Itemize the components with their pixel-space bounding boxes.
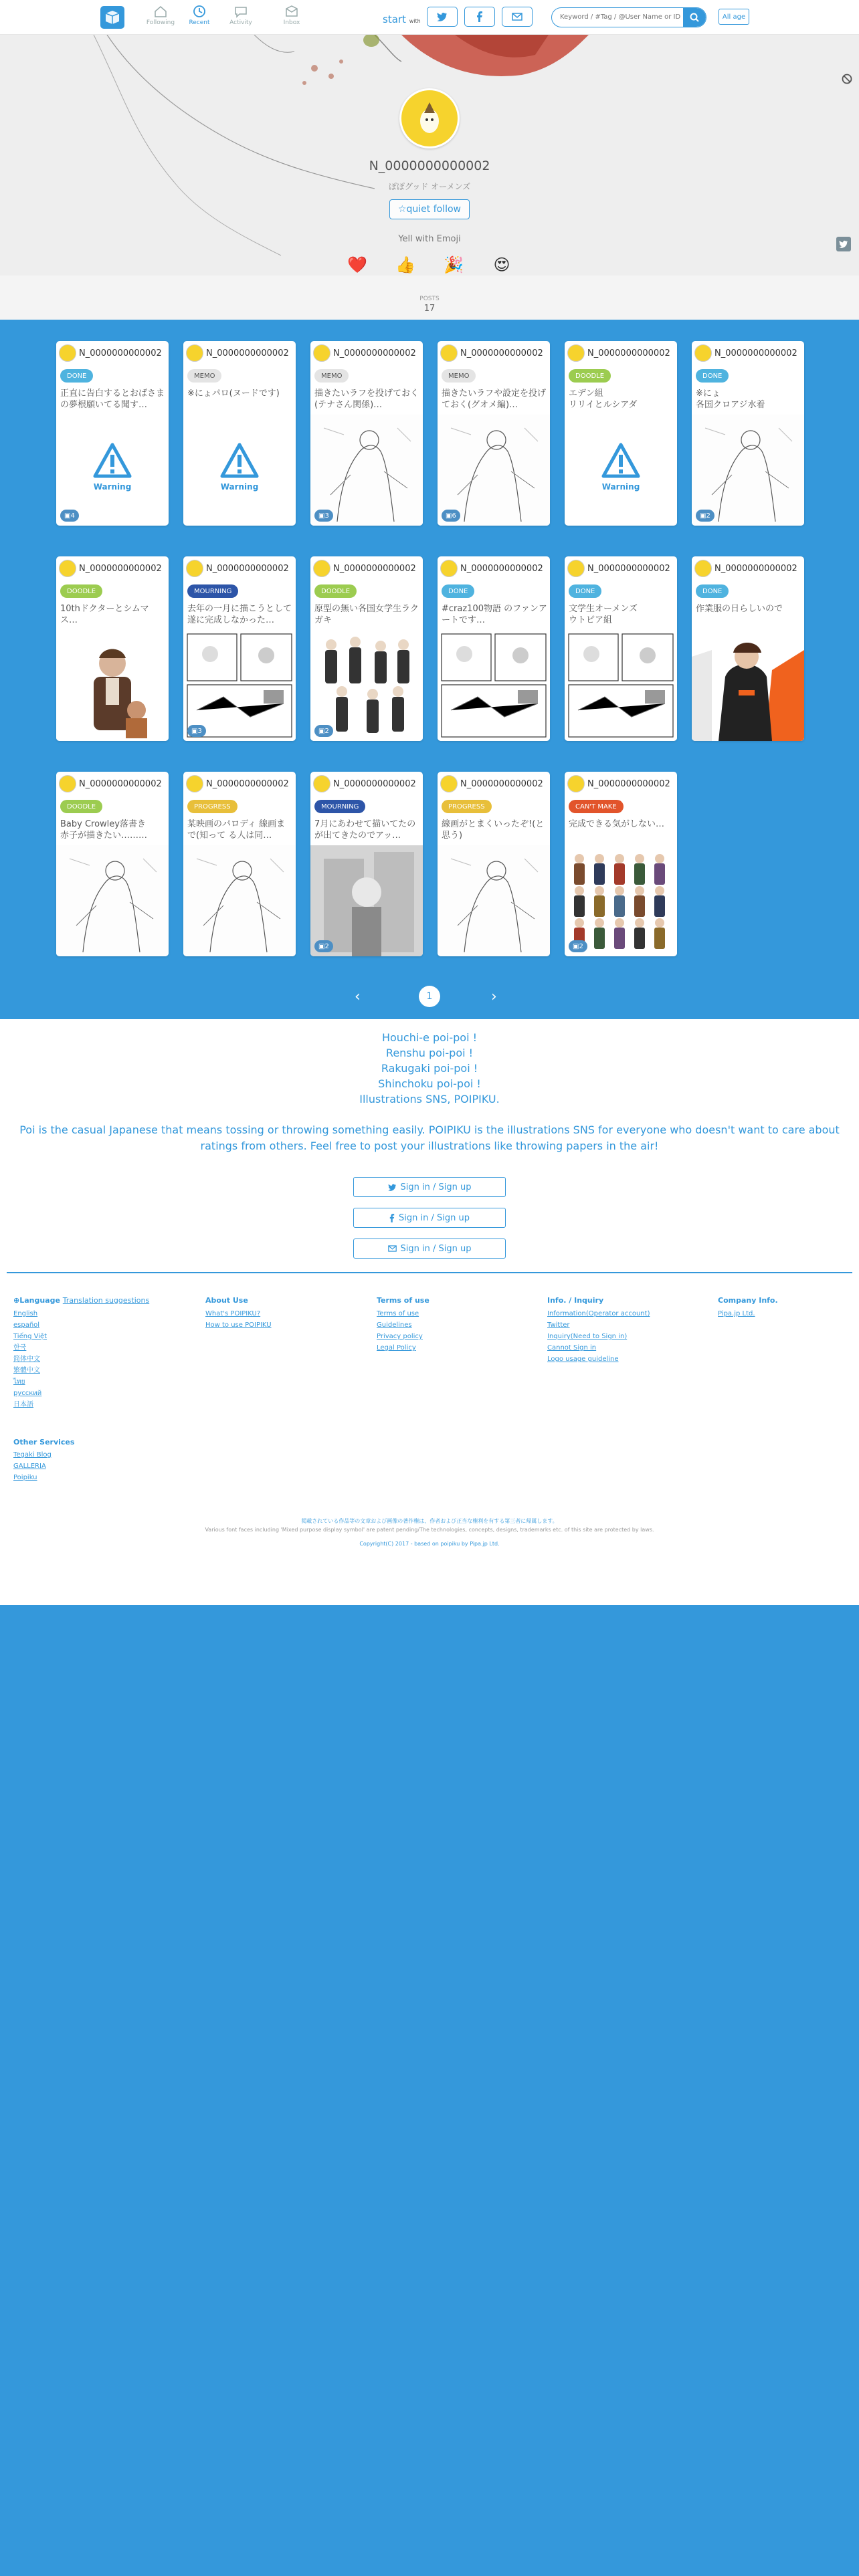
footer-divider <box>7 1272 852 1273</box>
email-signin-button[interactable] <box>502 7 533 27</box>
card-description: 正直に告白するとおばさまの夢根願いてる聞す… <box>60 389 165 410</box>
card-avatar[interactable] <box>59 344 76 362</box>
legal-jp: 掲載されている作品等の文章および画像の著作権は、作者および正当な権利を有する第三者に帰属します。 <box>301 1518 558 1524</box>
info-link[interactable]: Inquiry(Need to Sign in) <box>547 1333 628 1340</box>
category-badge[interactable]: PROGRESS <box>187 800 237 813</box>
post-card[interactable] <box>183 772 296 956</box>
info-link[interactable]: Cannot Sign in <box>547 1344 597 1352</box>
block-icon[interactable] <box>842 74 852 87</box>
globe-icon: ⊕ <box>13 1296 20 1305</box>
facebook-icon <box>476 11 483 22</box>
post-card[interactable] <box>56 772 169 956</box>
card-description: 去年の一月に描こうとして遂に完成しなかった… <box>187 604 292 625</box>
card-avatar[interactable] <box>59 560 76 577</box>
images-icon: ▣ <box>64 512 71 520</box>
post-card[interactable] <box>565 772 677 956</box>
tagline-link[interactable]: Renshu poi-poi ! <box>385 1047 474 1059</box>
post-card[interactable] <box>310 556 423 741</box>
about-link[interactable]: What's POIPIKU? <box>205 1310 261 1317</box>
illustration-image <box>438 630 550 741</box>
terms-column <box>377 1295 430 1354</box>
card-description: 原型の無い各国女学生ラクガキ <box>314 604 419 625</box>
card-description: 線画がとまくいったぞ!(と思う) <box>442 819 545 841</box>
image-count: 4 <box>70 512 75 520</box>
posts-count: 17 <box>423 304 436 314</box>
image-count-badge <box>314 510 333 522</box>
emoji-heart-button[interactable]: ❤️ <box>347 255 367 274</box>
warning-icon <box>183 415 296 526</box>
other-service-link[interactable]: GALLERIA <box>13 1463 46 1470</box>
category-badge[interactable]: DONE <box>696 584 729 598</box>
post-card[interactable] <box>183 556 296 741</box>
card-header <box>567 775 674 792</box>
other-services-title: Other Services <box>13 1438 75 1446</box>
card-avatar[interactable] <box>186 344 203 362</box>
category-badge[interactable]: DOODLE <box>569 369 611 383</box>
nav-label: Inbox <box>283 19 300 26</box>
post-card[interactable] <box>692 341 804 526</box>
category-badge[interactable]: MEMO <box>314 369 349 383</box>
card-header <box>567 344 674 362</box>
post-card[interactable] <box>438 341 550 526</box>
language-link[interactable]: Tiếng Việt <box>13 1333 47 1340</box>
image-count-badge <box>314 725 333 737</box>
post-thumbnail[interactable] <box>183 845 296 956</box>
current-page[interactable]: 1 <box>419 986 440 1007</box>
card-user-name[interactable]: N_0000000000002 <box>460 348 543 358</box>
category-badge[interactable]: DOODLE <box>314 584 357 598</box>
search-button[interactable] <box>683 8 706 27</box>
prev-page-button[interactable]: ‹ <box>355 988 361 1005</box>
illustration-image <box>56 630 169 741</box>
card-user-name[interactable]: N_0000000000002 <box>79 779 162 789</box>
illustration-image <box>438 845 550 956</box>
card-header <box>440 560 547 577</box>
card-header <box>313 775 420 792</box>
card-user-name[interactable]: N_0000000000002 <box>587 779 670 789</box>
card-description: 作業服の日らしいので <box>696 604 783 614</box>
nav-recent[interactable] <box>179 5 219 26</box>
twitter-share-icon[interactable] <box>836 237 851 251</box>
post-card[interactable] <box>183 341 296 526</box>
image-count: 2 <box>579 942 583 950</box>
illustration-image <box>692 630 804 741</box>
mailbox-icon <box>284 5 299 18</box>
company-column <box>718 1295 778 1319</box>
images-icon: ▣ <box>318 942 325 950</box>
images-icon: ▣ <box>573 942 579 950</box>
terms-link[interactable]: Guidelines <box>377 1321 412 1329</box>
search-box <box>551 7 706 27</box>
image-count: 2 <box>324 942 329 950</box>
card-user-name[interactable]: N_0000000000002 <box>206 779 289 789</box>
post-card[interactable] <box>310 772 423 956</box>
info-title: Info. / Inquiry <box>547 1296 604 1305</box>
card-avatar[interactable] <box>440 560 458 577</box>
category-badge[interactable]: CAN'T MAKE <box>569 800 624 813</box>
svg-text:Warning: Warning <box>220 482 259 492</box>
warning-thumbnail[interactable] <box>183 415 296 526</box>
start-with-label: start with <box>383 13 421 25</box>
tagline-link[interactable]: Rakugaki poi-poi ! <box>381 1062 478 1075</box>
pagination <box>0 986 859 1007</box>
language-link[interactable]: русский <box>13 1390 42 1397</box>
card-description: #craz100物語 のファンアートです… <box>442 604 547 625</box>
nav-label: Activity <box>229 19 252 26</box>
info-link[interactable]: Twitter <box>547 1321 570 1329</box>
image-count-badge <box>314 940 333 952</box>
card-user-name[interactable]: N_0000000000002 <box>333 348 416 358</box>
card-header <box>186 560 293 577</box>
card-header <box>440 344 547 362</box>
card-user-name[interactable]: N_0000000000002 <box>587 348 670 358</box>
language-column <box>13 1295 149 1410</box>
card-avatar[interactable] <box>313 775 330 792</box>
card-description: ※にょ 各国クロアジ水着 <box>696 389 765 410</box>
language-link[interactable]: 简体中文 <box>13 1356 40 1363</box>
tagline-link[interactable]: Illustrations SNS, POIPIKU. <box>359 1093 500 1105</box>
about-link[interactable]: How to use POIPIKU <box>205 1321 272 1329</box>
terms-link[interactable]: Legal Policy <box>377 1344 416 1352</box>
language-link[interactable]: 日本語 <box>13 1401 33 1408</box>
card-avatar[interactable] <box>186 560 203 577</box>
post-card[interactable] <box>692 556 804 741</box>
card-description: 某映画のパロディ 線画まで(知って る人は同… <box>187 819 286 841</box>
images-icon: ▣ <box>446 512 452 520</box>
language-link[interactable]: 繁體中文 <box>13 1367 40 1374</box>
post-card[interactable] <box>565 341 677 526</box>
image-count-badge <box>569 940 587 952</box>
post-card[interactable] <box>310 341 423 526</box>
card-user-name[interactable]: N_0000000000002 <box>714 348 797 358</box>
card-user-name[interactable]: N_0000000000002 <box>79 348 162 358</box>
facebook-signin-button[interactable] <box>464 7 495 27</box>
card-header <box>440 775 547 792</box>
category-badge[interactable]: MOURNING <box>314 800 365 813</box>
emoji-yell-row <box>343 250 516 285</box>
nav-activity[interactable] <box>221 5 261 26</box>
envelope-icon <box>388 1245 397 1252</box>
card-header <box>59 560 166 577</box>
yell-with-emoji-label: Yell with Emoji <box>398 234 461 244</box>
info-link[interactable]: Logo usage guideline <box>547 1356 619 1363</box>
user-avatar[interactable] <box>399 88 460 148</box>
next-page-button[interactable]: › <box>491 988 497 1005</box>
company-title: Company Info. <box>718 1296 778 1305</box>
post-thumbnail[interactable] <box>438 630 550 741</box>
footer <box>0 1019 859 1605</box>
card-header <box>313 344 420 362</box>
card-description: 10thドクターとシムマス… <box>60 604 149 625</box>
other-service-link[interactable]: Poipiku <box>13 1474 37 1481</box>
facebook-signup-button[interactable]: Sign in / Sign up <box>353 1208 506 1228</box>
company-link[interactable]: Pipa.jp Ltd. <box>718 1310 755 1317</box>
card-description: エデン組 リリイとルシアダ <box>569 389 638 410</box>
search-icon <box>690 13 699 22</box>
card-header <box>567 560 674 577</box>
illustration-image <box>56 845 169 956</box>
all-age-toggle[interactable]: All age <box>719 9 749 25</box>
category-badge[interactable]: PROGRESS <box>442 800 492 813</box>
image-count-badge <box>60 510 79 522</box>
nav-label: Recent <box>189 19 210 26</box>
card-header <box>694 560 801 577</box>
card-description: 描きたいラフや設定を投げておく(グオメ編)… <box>442 389 547 410</box>
card-user-name[interactable]: N_0000000000002 <box>206 564 289 574</box>
category-badge[interactable]: MOURNING <box>187 584 238 598</box>
emoji-thumbs-up-button[interactable]: 👍 <box>395 255 415 274</box>
category-badge[interactable]: DOODLE <box>60 584 102 598</box>
card-user-name[interactable]: N_0000000000002 <box>333 779 416 789</box>
card-user-name[interactable]: N_0000000000002 <box>206 348 289 358</box>
image-count: 3 <box>197 727 202 735</box>
poipiku-logo[interactable] <box>100 6 124 29</box>
card-description: 文学生オーメンズ ウトピア組 <box>569 604 638 625</box>
quiet-follow-button[interactable]: ☆quiet follow <box>389 199 470 219</box>
profile-header <box>0 35 859 320</box>
images-icon: ▣ <box>700 512 706 520</box>
envelope-icon <box>512 13 522 21</box>
card-header <box>59 344 166 362</box>
image-count-badge <box>696 510 714 522</box>
twitter-signin-button[interactable] <box>427 7 458 27</box>
card-header <box>186 344 293 362</box>
language-link[interactable]: español <box>13 1321 40 1329</box>
images-icon: ▣ <box>318 727 325 735</box>
category-badge[interactable]: DONE <box>60 369 93 383</box>
card-avatar[interactable] <box>440 344 458 362</box>
card-header <box>186 775 293 792</box>
twitter-icon <box>388 1184 397 1191</box>
card-avatar[interactable] <box>694 560 712 577</box>
copyright: Copyright(C) 2017 - based on poipiku by Pipa.jp Ltd. <box>359 1541 500 1547</box>
card-avatar[interactable] <box>59 775 76 792</box>
info-link[interactable]: Information(Operator account) <box>547 1310 650 1317</box>
illustration-image <box>183 845 296 956</box>
card-user-name[interactable]: N_0000000000002 <box>460 564 543 574</box>
svg-text:Warning: Warning <box>601 482 640 492</box>
emoji-party-button[interactable]: 🎉 <box>444 255 464 274</box>
post-thumbnail[interactable] <box>56 845 169 956</box>
home-icon <box>153 5 168 18</box>
tagline-link[interactable]: Houchi-e poi-poi ! <box>381 1031 478 1044</box>
user-name: N_0000000000002 <box>369 158 490 173</box>
post-thumbnail[interactable] <box>56 630 169 741</box>
tagline-link[interactable]: Shinchoku poi-poi ! <box>378 1077 481 1090</box>
language-title: Language <box>19 1296 60 1305</box>
legal-en: Various font faces including 'Mixed purpose display symbol' are patent pending/The technologies, concepts, designs, trademarks etc. of this site are protected by laws. <box>205 1527 654 1533</box>
post-card[interactable] <box>438 772 550 956</box>
post-thumbnail[interactable] <box>438 845 550 956</box>
posts-label: POSTS <box>419 296 440 302</box>
user-profile-text: ぽぽグッド オーメンズ <box>388 182 471 191</box>
card-header <box>313 560 420 577</box>
card-description: Baby Crowley落書き 赤子が描きたい……… <box>60 819 148 841</box>
terms-link[interactable]: Privacy policy <box>377 1333 423 1340</box>
top-header <box>0 0 859 35</box>
post-card[interactable] <box>56 341 169 526</box>
image-count-badge <box>187 725 206 737</box>
card-avatar[interactable] <box>186 775 203 792</box>
card-avatar[interactable] <box>567 775 585 792</box>
nav-inbox[interactable] <box>272 5 312 26</box>
category-badge[interactable]: DONE <box>442 584 474 598</box>
nav-following[interactable] <box>140 5 181 26</box>
translation-suggestions-link[interactable]: Translation suggestions <box>62 1296 150 1305</box>
image-count: 2 <box>324 727 329 735</box>
legal-notice <box>0 1517 859 1548</box>
card-description: ※にょパロ(ヌードです) <box>187 389 280 399</box>
about-column <box>205 1295 272 1331</box>
clock-icon <box>192 5 207 18</box>
about-title: About Use <box>205 1296 248 1305</box>
language-link[interactable]: 한국 <box>13 1344 27 1352</box>
card-header <box>694 344 801 362</box>
category-badge[interactable]: DONE <box>696 369 729 383</box>
card-description: 描きたいラフを投げておく(テナさん関係)… <box>314 389 419 410</box>
card-user-name[interactable]: N_0000000000002 <box>460 779 543 789</box>
chat-bubble-icon <box>233 5 248 18</box>
card-avatar[interactable] <box>567 344 585 362</box>
warning-thumbnail[interactable] <box>565 415 677 526</box>
card-user-name[interactable]: N_0000000000002 <box>587 564 670 574</box>
warning-icon <box>565 415 677 526</box>
post-thumbnail[interactable] <box>692 630 804 741</box>
language-link[interactable]: English <box>13 1310 38 1317</box>
category-badge[interactable]: MEMO <box>442 369 476 383</box>
twitter-icon <box>437 12 448 21</box>
card-avatar[interactable] <box>694 344 712 362</box>
card-avatar[interactable] <box>313 560 330 577</box>
image-count: 2 <box>706 512 710 520</box>
nav-label: Following <box>146 19 175 26</box>
terms-link[interactable]: Terms of use <box>377 1310 419 1317</box>
card-user-name[interactable]: N_0000000000002 <box>714 564 797 574</box>
emoji-heart-eyes-button[interactable]: 😍 <box>493 255 510 274</box>
card-avatar[interactable] <box>567 560 585 577</box>
other-service-link[interactable]: Tegaki Blog <box>13 1451 52 1459</box>
category-badge[interactable]: DOODLE <box>60 800 102 813</box>
other-services <box>13 1436 74 1483</box>
illustration-image <box>565 630 677 741</box>
image-count-badge <box>442 510 460 522</box>
post-card[interactable] <box>565 556 677 741</box>
svg-text:Warning: Warning <box>93 482 132 492</box>
facebook-icon <box>389 1214 395 1222</box>
info-column <box>547 1295 650 1365</box>
post-card[interactable] <box>56 556 169 741</box>
images-icon: ▣ <box>191 727 198 735</box>
card-header <box>59 775 166 792</box>
terms-title: Terms of use <box>377 1296 430 1305</box>
tagline-links <box>0 1030 859 1107</box>
card-user-name[interactable]: N_0000000000002 <box>79 564 162 574</box>
card-user-name[interactable]: N_0000000000002 <box>333 564 416 574</box>
images-icon: ▣ <box>318 512 325 520</box>
card-avatar[interactable] <box>440 775 458 792</box>
post-card[interactable] <box>438 556 550 741</box>
twitter-signup-button[interactable]: Sign in / Sign up <box>353 1177 506 1197</box>
card-avatar[interactable] <box>313 344 330 362</box>
post-thumbnail[interactable] <box>565 630 677 741</box>
category-badge[interactable]: MEMO <box>187 369 221 383</box>
intro-text: Poi is the casual Japanese that means tossing or throwing something easily. POIPIKU is the illustrations SNS for everyone who doesn't want to care about ratings from others. Feel free to post your illustrations like throwing papers in the air! <box>19 1123 840 1152</box>
card-description: 完成できる気がしない… <box>569 819 665 829</box>
language-link[interactable]: ไทย <box>13 1378 25 1386</box>
search-input[interactable] <box>560 13 680 21</box>
image-count: 6 <box>452 512 456 520</box>
image-count: 3 <box>324 512 329 520</box>
email-signup-button[interactable]: Sign in / Sign up <box>353 1239 506 1259</box>
category-badge[interactable]: DONE <box>569 584 601 598</box>
card-description: 7月にあわせて描いてたのが出てきたのでアッ… <box>314 819 416 841</box>
